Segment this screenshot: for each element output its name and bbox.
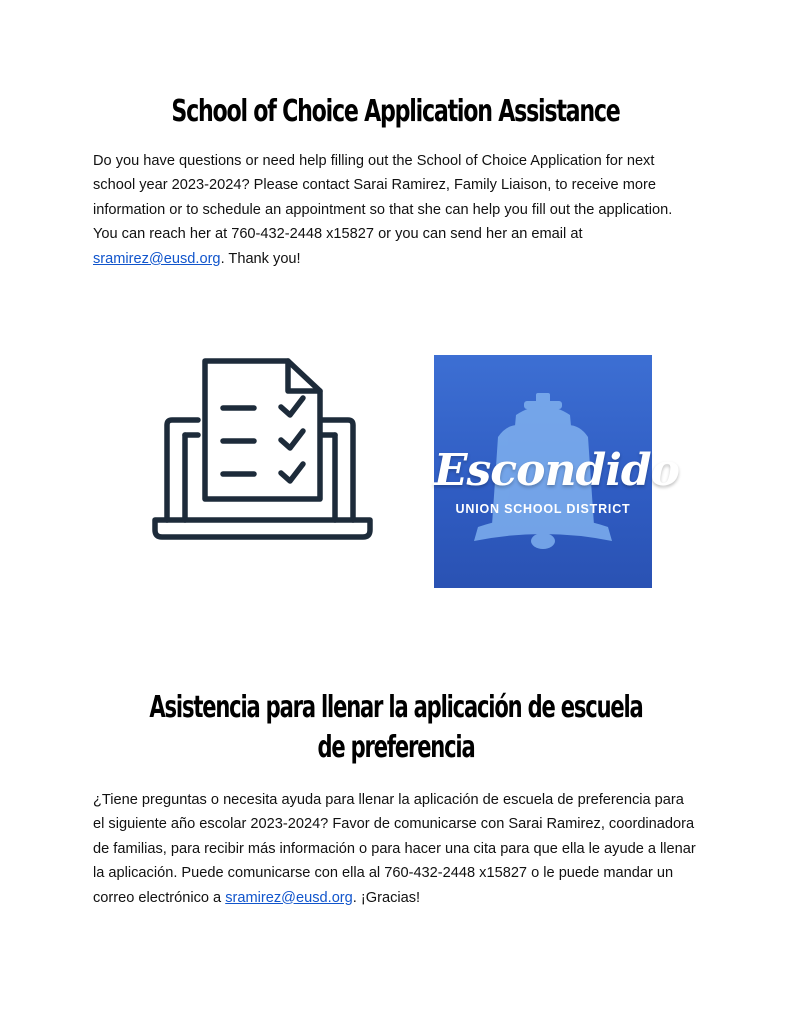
english-title: School of Choice Application Assistance — [171, 94, 620, 129]
english-paragraph — [93, 149, 699, 271]
escondido-logo — [434, 355, 680, 588]
spanish-title — [100, 688, 693, 768]
spanish-title-line1: Asistencia para llenar la aplicación de escuela — [149, 690, 643, 725]
spanish-body-closing: . ¡Gracias! — [352, 889, 421, 906]
spanish-title-line2: de preferencia — [317, 730, 475, 765]
english-body-text: Do you have questions or need help filling out the School of Choice Application for next school year 2023-2024? Please contact Sarai Ramirez, Family Liaison, to receive more information or to schedule an appointment so that she can help you fill out the application. You can reach her at 760-432-2448 x15827 or you can send her an email at — [93, 153, 673, 243]
english-body-closing: . Thank you! — [220, 250, 301, 267]
english-email-link[interactable]: sramirez@eusd.org — [93, 250, 221, 267]
spanish-body-text: ¿Tiene preguntas o necesita ayuda para llenar la aplicación de escuela de preferencia para el siguiente año escolar 2023-2024? Favor de comunicarse con Sarai Ramirez, coordinadora de familias, para recibir más información o para hacer una cita para que ella le ayude a llenar la aplicación. Puede comunicarse con ella al 760-432-2448 x15827 o le puede mandar un correo electrónico a — [93, 792, 696, 906]
spanish-email-link[interactable]: sramirez@eusd.org — [225, 889, 353, 906]
laptop-checklist-icon — [150, 355, 376, 545]
logo-subtitle: UNION SCHOOL DISTRICT — [455, 502, 631, 516]
logo-script-text: Escondido — [434, 445, 680, 496]
spanish-paragraph — [93, 788, 699, 910]
